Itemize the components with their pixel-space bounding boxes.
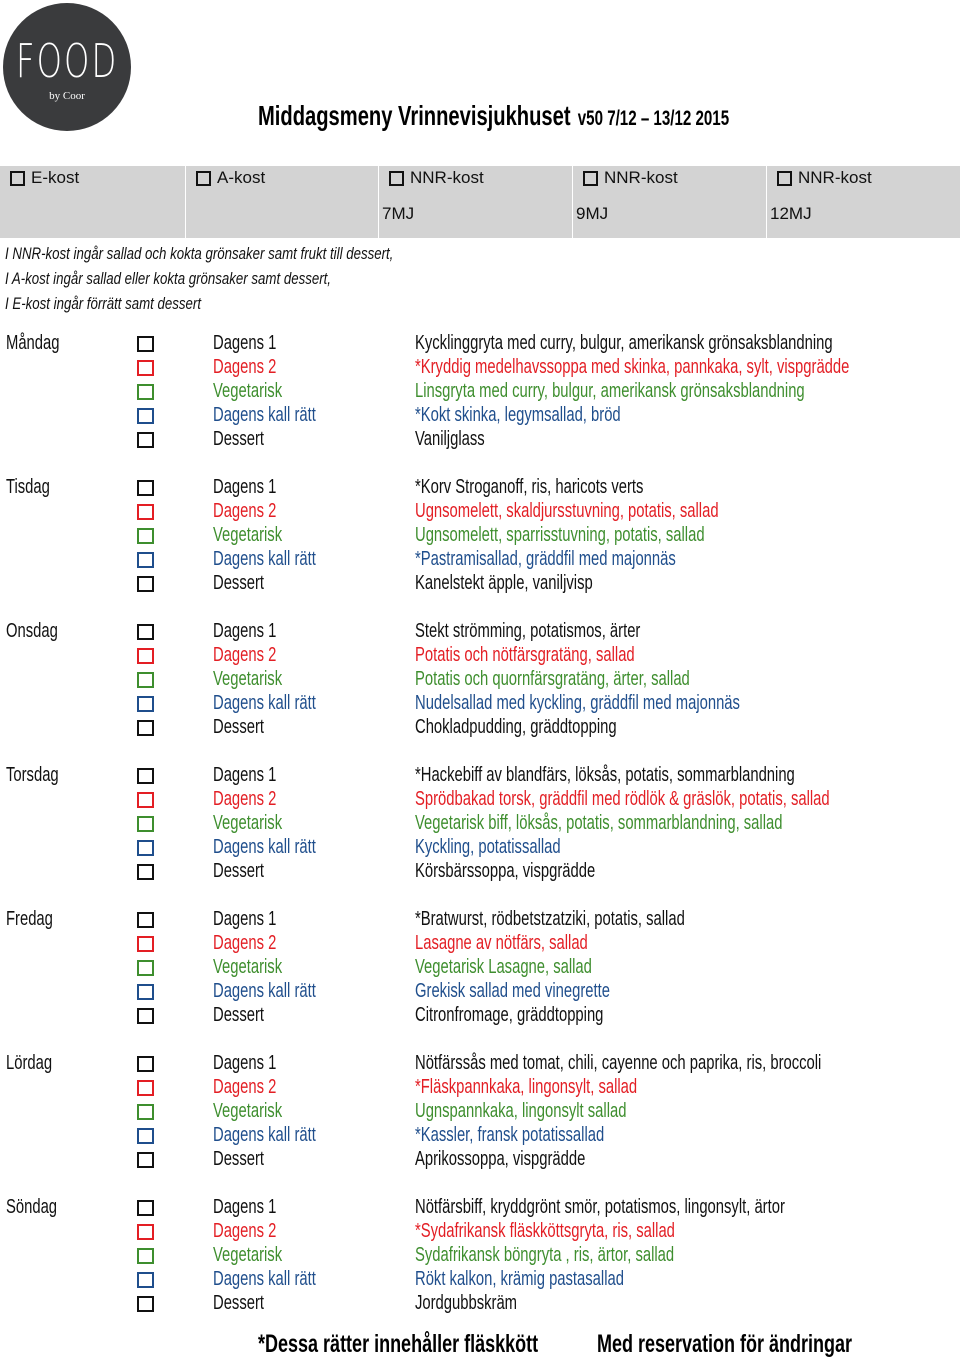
meal-type-label: Vegetarisk [213,1100,283,1122]
dish-description: Citronfromage, gräddtopping [415,1004,604,1026]
diet-name: A-kost [217,168,266,187]
dish-description: *Kokt skinka, legymsallad, bröd [415,404,621,426]
meal-checkbox[interactable] [137,1248,154,1264]
menu-title: Middagsmeny Vrinnevisjukhuset [258,100,571,131]
meal-checkbox[interactable] [137,384,154,400]
meal-checkbox[interactable] [137,840,154,856]
dish-description: *Kassler, fransk potatissallad [415,1124,605,1146]
meal-type-label: Dessert [213,1004,264,1026]
meal-type-label: Vegetarisk [213,956,283,978]
diet-option-0 [0,166,185,238]
dish-description: Kyckling, potatissallad [415,836,561,858]
logo-word: FOOD [15,34,119,88]
meal-type-label: Dessert [213,860,264,882]
diet-note: I A-kost ingår sallad eller kokta grönsaker samt dessert, [5,269,331,288]
meal-type-label: Dessert [213,1292,264,1314]
meal-checkbox[interactable] [137,1008,154,1024]
diet-option-label [777,168,872,188]
day-label: Tisdag [6,476,50,498]
diet-energy-level: 9MJ [576,204,609,223]
meal-checkbox[interactable] [137,408,154,424]
dish-description: Kycklinggryta med curry, bulgur, amerikansk grönsaksblandning [415,332,833,354]
diet-checkbox[interactable] [10,171,25,186]
meal-type-label: Vegetarisk [213,812,283,834]
meal-checkbox[interactable] [137,1296,154,1312]
meal-checkbox[interactable] [137,672,154,688]
dish-description: Sydafrikansk böngryta , ris, ärtor, sallad [415,1244,675,1266]
menu-version: v50 7/12 – 13/12 2015 [577,107,730,130]
dish-description: *Hackebiff av blandfärs, löksås, potatis, sommarblandning [415,764,795,786]
diet-note: I E-kost ingår förrätt samt dessert [5,294,202,313]
diet-checkbox[interactable] [389,171,404,186]
diet-option-label [583,168,678,188]
meal-checkbox[interactable] [137,960,154,976]
diet-option-label [196,168,265,188]
diet-option-1 [185,166,379,238]
meal-type-label: Dagens kall rätt [213,404,316,426]
day-label: Onsdag [6,620,58,642]
dish-description: Jordgubbskräm [415,1292,518,1314]
meal-checkbox[interactable] [137,360,154,376]
dish-description: Nudelsallad med kyckling, gräddfil med majonnäs [415,692,740,714]
meal-checkbox[interactable] [137,1080,154,1096]
meal-type-label: Dagens kall rätt [213,1124,316,1146]
diet-option-label [10,168,79,188]
dish-description: Vaniljglass [415,428,485,450]
page-title [258,100,729,132]
meal-type-label: Dagens 2 [213,356,277,378]
meal-type-label: Dessert [213,716,264,738]
meal-checkbox[interactable] [137,1224,154,1240]
meal-type-label: Dessert [213,1148,264,1170]
day-label: Fredag [6,908,53,930]
meal-type-label: Vegetarisk [213,380,283,402]
meal-type-label: Dagens kall rätt [213,980,316,1002]
dish-description: Körsbärssoppa, vispgrädde [415,860,596,882]
dish-description: Kanelstekt äpple, vaniljvisp [415,572,593,594]
dish-description: Ugnsomelett, sparrisstuvning, potatis, sallad [415,524,705,546]
meal-checkbox[interactable] [137,552,154,568]
diet-energy-level: 7MJ [382,204,415,223]
diet-name: NNR-kost [410,168,484,187]
meal-type-label: Dagens 1 [213,1196,277,1218]
dish-description: Chokladpudding, gräddtopping [415,716,617,738]
logo-subtitle: by Coor [49,90,85,102]
meal-type-label: Dagens 2 [213,932,277,954]
diet-checkbox[interactable] [777,171,792,186]
meal-type-label: Dagens 1 [213,476,277,498]
meal-type-label: Dagens 2 [213,500,277,522]
meal-checkbox[interactable] [137,1128,154,1144]
diet-name: NNR-kost [604,168,678,187]
dish-description: Vegetarisk biff, löksås, potatis, sommarblandning, sallad [415,812,783,834]
meal-checkbox[interactable] [137,1056,154,1072]
meal-type-label: Dagens 1 [213,764,277,786]
day-label: Lördag [6,1052,53,1074]
dish-description: Potatis och nötfärsgratäng, sallad [415,644,635,666]
dish-description: *Fläskpannkaka, lingonsylt, sallad [415,1076,638,1098]
meal-type-label: Dagens 2 [213,644,277,666]
dish-description: Grekisk sallad med vinegrette [415,980,610,1002]
diet-option-2 [378,166,573,238]
meal-checkbox[interactable] [137,504,154,520]
dish-description: Nötfärsbiff, kryddgrönt smör, potatismos, lingonsylt, ärtor [415,1196,785,1218]
meal-type-label: Dessert [213,428,264,450]
dish-description: Sprödbakad torsk, gräddfil med rödlök & gräslök, potatis, sallad [415,788,830,810]
diet-name: NNR-kost [798,168,872,187]
meal-type-label: Dessert [213,572,264,594]
dish-description: *Pastramisallad, gräddfil med majonnäs [415,548,676,570]
dish-description: *Bratwurst, rödbetstzatziki, potatis, sallad [415,908,685,930]
diet-note: I NNR-kost ingår sallad och kokta grönsaker samt frukt till dessert, [5,244,394,263]
meal-checkbox[interactable] [137,720,154,736]
meal-checkbox[interactable] [137,768,154,784]
dish-description: *Korv Stroganoff, ris, haricots verts [415,476,644,498]
meal-checkbox[interactable] [137,576,154,592]
day-label: Torsdag [6,764,59,786]
dish-description: *Sydafrikansk fläskköttsgryta, ris, sallad [415,1220,675,1242]
meal-checkbox[interactable] [137,648,154,664]
meal-checkbox[interactable] [137,336,154,352]
meal-type-label: Dagens 1 [213,908,277,930]
meal-type-label: Vegetarisk [213,668,283,690]
diet-option-label [389,168,484,188]
diet-energy-level: 12MJ [770,204,812,223]
meal-checkbox[interactable] [137,792,154,808]
meal-checkbox[interactable] [137,528,154,544]
reservation-notice: Med reservation för ändringar [597,1330,853,1358]
diet-name: E-kost [31,168,80,187]
dish-description: Ugnspannkaka, lingonsylt sallad [415,1100,627,1122]
dish-description: Vegetarisk Lasagne, sallad [415,956,592,978]
meal-checkbox[interactable] [137,1104,154,1120]
meal-checkbox[interactable] [137,480,154,496]
dish-description: Rökt kalkon, krämig pastasallad [415,1268,624,1290]
day-label: Söndag [6,1196,58,1218]
dish-description: Stekt strömming, potatismos, ärter [415,620,641,642]
dish-description: Linsgryta med curry, bulgur, amerikansk grönsaksblandning [415,380,805,402]
diet-notes [5,241,393,316]
meal-type-label: Dagens kall rätt [213,836,316,858]
meal-type-label: Vegetarisk [213,1244,283,1266]
meal-type-label: Dagens 2 [213,1220,277,1242]
meal-checkbox[interactable] [137,432,154,448]
meal-type-label: Dagens kall rätt [213,692,316,714]
dish-description: *Kryddig medelhavssoppa med skinka, pannkaka, sylt, vispgrädde [415,356,850,378]
dish-description: Potatis och quornfärsgratäng, ärter, sallad [415,668,690,690]
meal-checkbox[interactable] [137,864,154,880]
meal-checkbox[interactable] [137,1152,154,1168]
meal-checkbox[interactable] [137,816,154,832]
meal-checkbox[interactable] [137,936,154,952]
meal-type-label: Dagens 2 [213,1076,277,1098]
meal-checkbox[interactable] [137,984,154,1000]
dish-description: Lasagne av nötfärs, sallad [415,932,588,954]
diet-checkbox[interactable] [583,171,598,186]
meal-type-label: Dagens 2 [213,788,277,810]
dish-description: Aprikossoppa, vispgrädde [415,1148,586,1170]
diet-option-4 [766,166,960,238]
day-label: Måndag [6,332,60,354]
meal-checkbox[interactable] [137,1272,154,1288]
meal-type-label: Dagens 1 [213,620,277,642]
meal-checkbox[interactable] [137,912,154,928]
diet-selection-band [0,166,960,238]
food-logo [3,3,131,131]
dish-description: Ugnsomelett, skaldjursstuvning, potatis, sallad [415,500,719,522]
diet-option-3 [572,166,767,238]
meal-type-label: Dagens 1 [213,1052,277,1074]
meal-type-label: Dagens 1 [213,332,277,354]
pork-notice: *Dessa rätter innehåller fläskkött [258,1330,539,1358]
meal-type-label: Vegetarisk [213,524,283,546]
meal-checkbox[interactable] [137,696,154,712]
meal-type-label: Dagens kall rätt [213,548,316,570]
dish-description: Nötfärssås med tomat, chili, cayenne och paprika, ris, broccoli [415,1052,822,1074]
meal-checkbox[interactable] [137,1200,154,1216]
meal-type-label: Dagens kall rätt [213,1268,316,1290]
diet-checkbox[interactable] [196,171,211,186]
meal-checkbox[interactable] [137,624,154,640]
